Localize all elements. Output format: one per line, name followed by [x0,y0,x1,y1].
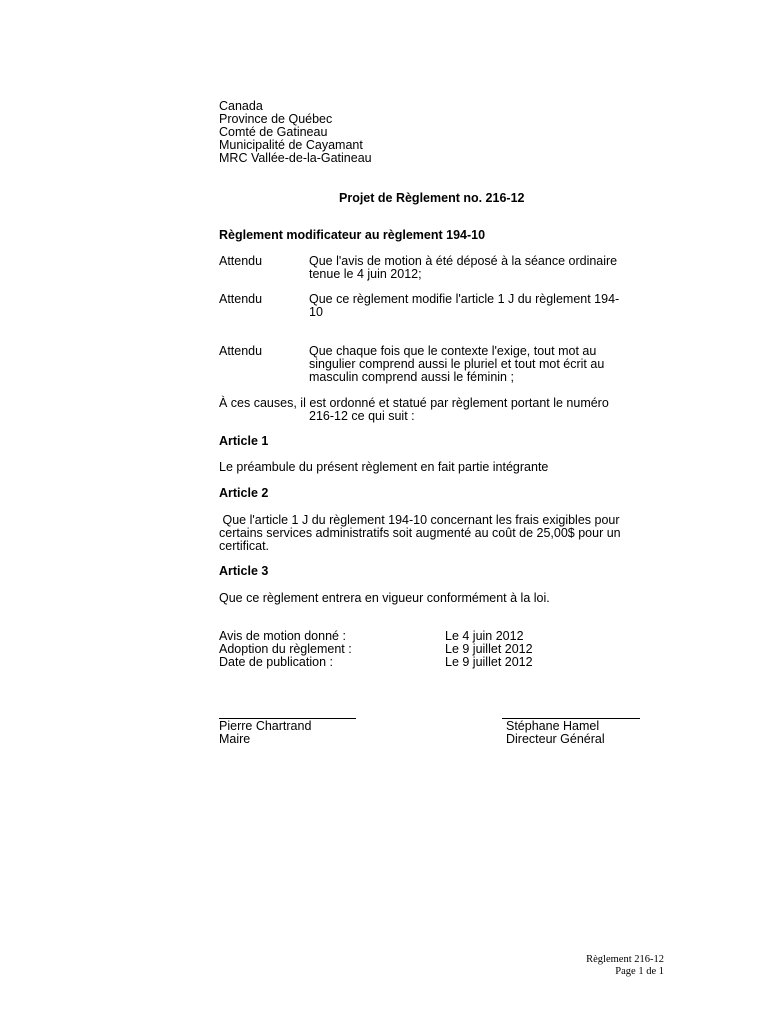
attendu-text [309,293,619,319]
article-title: Article 2 [219,486,269,500]
date-value: Le 9 juillet 2012 [445,642,533,656]
document-subtitle: Règlement modificateur au règlement 194-10 [219,228,486,242]
attendu-line: Que l'avis de motion à été déposé à la séance ordinaire [309,254,618,268]
header-line: Province de Québec [219,112,333,126]
dates-values [445,630,533,669]
article-title: Article 3 [219,564,269,578]
date-value: Le 9 juillet 2012 [445,655,533,669]
signature-role: Directeur Général [506,732,605,746]
signature-block-director [506,720,605,746]
signature-block-mayor [219,720,311,746]
attendu-line: singulier comprend aussi le pluriel et tout mot écrit au [309,357,605,371]
article-line: Que ce règlement entrera en vigueur conformément à la loi. [219,591,550,605]
dates-labels [219,630,352,669]
header-line: Municipalité de Cayamant [219,138,363,152]
attendu-label: Attendu [219,344,263,358]
page-number: Page 1 de 1 [615,966,664,977]
attendu-line: 10 [309,305,323,319]
article-body [219,514,621,553]
attendu-text [309,255,617,281]
date-label: Adoption du règlement : [219,642,352,656]
document-title: Projet de Règlement no. 216-12 [339,191,525,205]
attendu-line: tenue le 4 juin 2012; [309,267,422,281]
page-footer [586,954,664,978]
signature-role: Maire [219,732,251,746]
signature-name: Pierre Chartrand [219,719,312,733]
article-line: Le préambule du présent règlement en fait partie intégrante [219,460,549,474]
attendu-text [309,345,604,384]
article-line: certains services administratifs soit augmenté au coût de 25,00$ pour un [219,526,621,540]
date-label: Avis de motion donné : [219,629,346,643]
signature-name: Stéphane Hamel [506,719,600,733]
header-line: Canada [219,99,263,113]
article-line: certificat. [219,539,270,553]
header-block [219,100,372,165]
attendu-line: Que ce règlement modifie l'article 1 J du règlement 194- [309,292,620,306]
date-value: Le 4 juin 2012 [445,629,524,643]
header-line: MRC Vallée-de-la-Gatineau [219,151,372,165]
date-label: Date de publication : [219,655,333,669]
attendu-line: masculin comprend aussi le féminin ; [309,370,514,384]
header-line: Comté de Gatineau [219,125,328,139]
footer-reference: Règlement 216-12 [586,954,664,965]
attendu-label: Attendu [219,292,263,306]
causes-line: 216-12 ce qui suit : [309,409,415,423]
article-line: Que l'article 1 J du règlement 194-10 concernant les frais exigibles pour [219,513,620,527]
attendu-label: Attendu [219,254,263,268]
attendu-line: Que chaque fois que le contexte l'exige, tout mot au [309,344,597,358]
article-title: Article 1 [219,434,269,448]
causes-line: À ces causes, il est ordonné et statué par règlement portant le numéro [219,396,609,410]
